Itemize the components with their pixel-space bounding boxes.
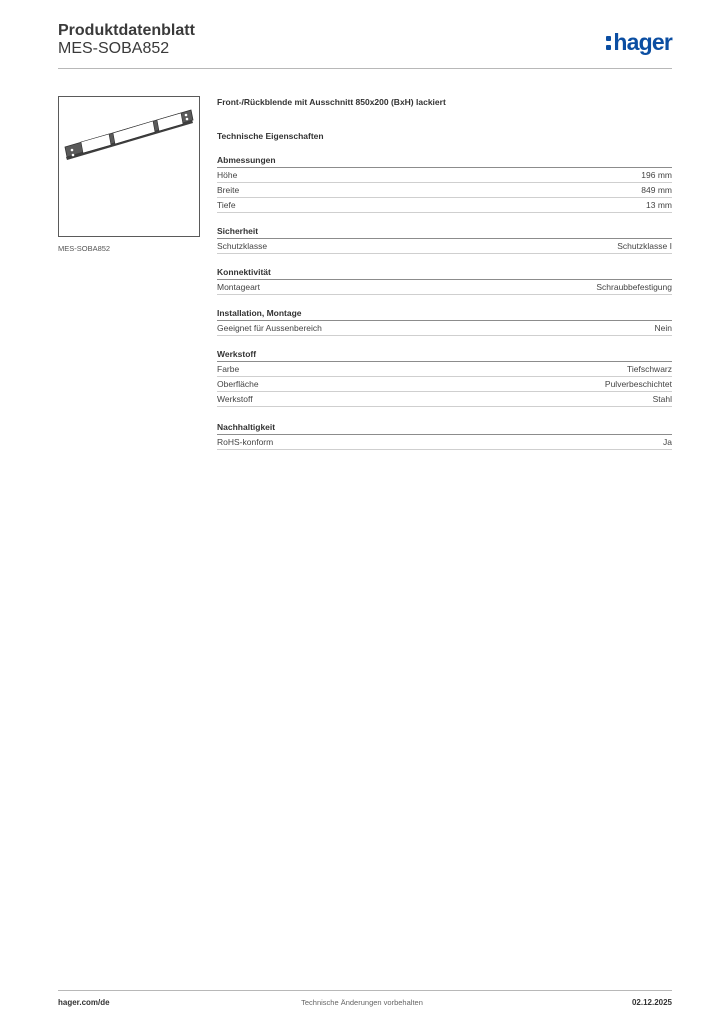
property-row [217, 321, 672, 336]
front-panel-illustration [59, 97, 201, 238]
group-title: Abmessungen [217, 154, 672, 168]
group-installation [217, 307, 672, 336]
group-title: Installation, Montage [217, 307, 672, 321]
hager-logo [606, 28, 672, 56]
property-value: 13 mm [646, 200, 672, 210]
property-label: Schutzklasse [217, 241, 268, 251]
logo-text: hager [613, 28, 672, 55]
property-value: Tiefschwarz [626, 364, 672, 374]
group-title: Konnektivität [217, 266, 672, 280]
group-title: Werkstoff [217, 348, 672, 362]
image-caption: MES-SOBA852 [58, 244, 111, 253]
property-row [217, 435, 672, 450]
property-value: 196 mm [641, 170, 672, 180]
document-title: Produktdatenblatt [58, 22, 195, 39]
property-row [217, 392, 672, 407]
property-row [217, 198, 672, 213]
property-value: 849 mm [641, 185, 672, 195]
group-connectivity [217, 266, 672, 295]
property-value: Ja [663, 437, 672, 447]
footer-divider [58, 990, 672, 991]
group-sustainability [217, 421, 672, 450]
property-row [217, 168, 672, 183]
group-title: Sicherheit [217, 225, 672, 239]
footer-date: 02.12.2025 [631, 998, 672, 1007]
footer-disclaimer: Technische Änderungen vorbehalten [301, 998, 423, 1007]
property-label: Werkstoff [217, 394, 253, 404]
footer-website-link[interactable]: hager.com/de [58, 998, 110, 1007]
product-description: Front-/Rückblende mit Ausschnitt 850x200 (BxH) lackiert [217, 97, 446, 107]
property-label: Farbe [217, 364, 240, 374]
product-code: MES-SOBA852 [58, 40, 170, 57]
product-details [217, 96, 672, 450]
property-label: Tiefe [217, 200, 236, 210]
group-safety [217, 225, 672, 254]
property-value: Schutzklasse I [617, 241, 672, 251]
group-title: Nachhaltigkeit [217, 421, 672, 435]
property-value: Schraubbefestigung [596, 282, 672, 292]
property-label: Höhe [217, 170, 238, 180]
header-divider [58, 68, 672, 69]
property-label: Oberfläche [217, 379, 259, 389]
property-row [217, 183, 672, 198]
property-row [217, 377, 672, 392]
property-label: Montageart [217, 282, 260, 292]
property-row [217, 239, 672, 254]
property-value: Stahl [652, 394, 672, 404]
property-label: Breite [217, 185, 240, 195]
page-header [58, 20, 672, 68]
property-value: Pulverbeschichtet [604, 379, 672, 389]
group-dimensions [217, 154, 672, 213]
product-image [58, 96, 200, 237]
tech-properties-heading: Technische Eigenschaften [217, 131, 324, 141]
property-label: RoHS-konform [217, 437, 274, 447]
property-value: Nein [654, 323, 672, 333]
property-label: Geeignet für Aussenbereich [217, 323, 322, 333]
group-material [217, 348, 672, 407]
property-row [217, 362, 672, 377]
logo-colon-icon [606, 33, 611, 51]
property-row [217, 280, 672, 295]
